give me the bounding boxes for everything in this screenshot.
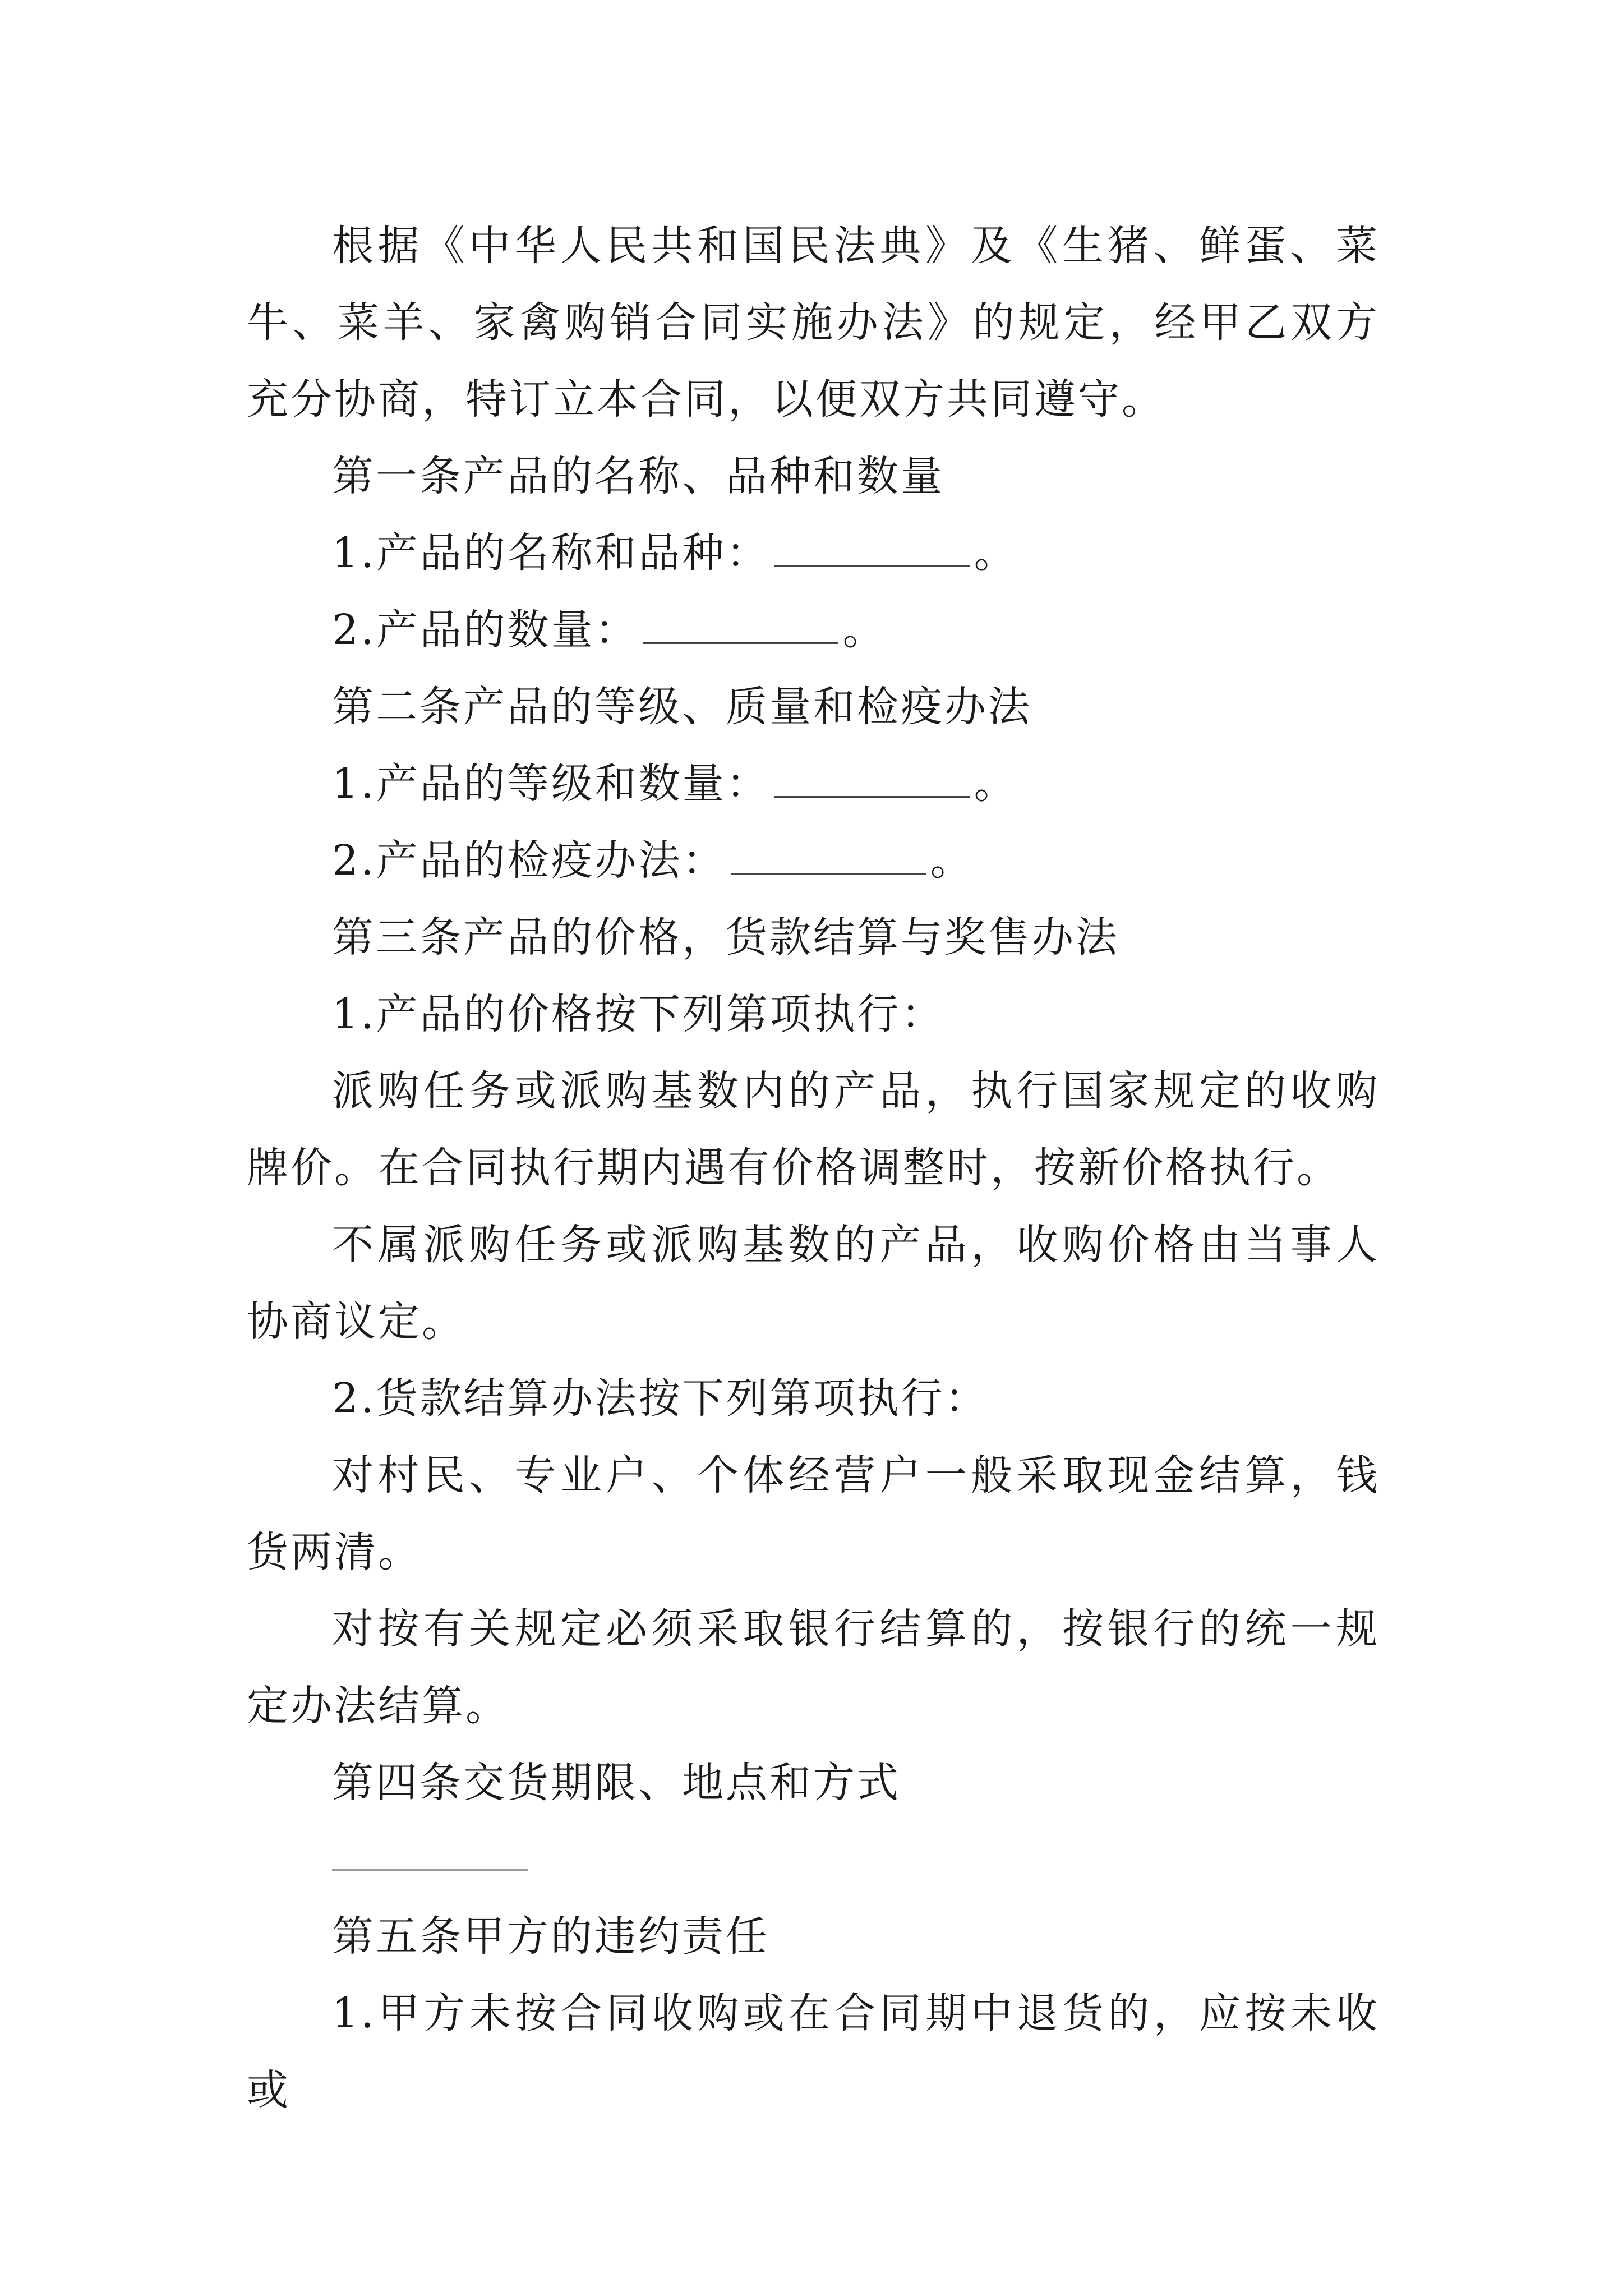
article-3-item-2-a: 对村民、专业户、个体经营户一般采取现金结算，钱货两清。 [247, 1451, 1380, 1576]
intro-paragraph: 根据《中华人民共和国民法典》及《生猪、鲜蛋、菜牛、菜羊、家禽购销合同实施办法》的规定，经甲乙双方充分协商，特订立本合同，以便双方共同遵守。 [247, 222, 1380, 424]
blank-line [774, 762, 970, 798]
article-1-item-1 [247, 515, 1380, 592]
article-3-item-1-a: 派购任务或派购基数内的产品，执行国家规定的收购牌价。在合同执行期内遇有价格调整时，按新价格执行。 [247, 1067, 1380, 1192]
separator-row [247, 1821, 1380, 1898]
article-1-item-2-label: 2.产品的数量： [332, 606, 639, 654]
article-4-title: 第四条交货期限、地点和方式 [332, 1759, 901, 1807]
article-1-item-1-label: 1.产品的名称和品种： [332, 529, 770, 577]
article-3-item-2: 2.货款结算办法按下列第项执行： [332, 1374, 989, 1423]
separator-line [332, 1869, 528, 1871]
article-1-item-2 [247, 592, 1380, 669]
article-5-item-1: 1.甲方未按合同收购或在合同期中退货的，应按未收或 [247, 1989, 1380, 2114]
contract-body [247, 208, 1380, 2129]
period: 。 [974, 760, 1018, 808]
article-3-item-1: 1.产品的价格按下列第项执行： [332, 990, 945, 1038]
article-2-item-1-label: 1.产品的等级和数量： [332, 760, 770, 808]
blank-line [731, 839, 926, 875]
article-3-item-1-b: 不属派购任务或派购基数的产品，收购价格由当事人协商议定。 [247, 1221, 1380, 1346]
period: 。 [842, 606, 887, 654]
article-2-title: 第二条产品的等级、质量和检疫办法 [332, 683, 1032, 731]
article-3-item-2-b: 对按有关规定必须采取银行结算的，按银行的统一规定办法结算。 [247, 1605, 1380, 1730]
article-2-item-2-label: 2.产品的检疫办法： [332, 836, 726, 885]
period: 。 [930, 836, 974, 885]
article-2-item-1 [247, 746, 1380, 822]
article-1-title: 第一条产品的名称、品种和数量 [332, 452, 944, 500]
period: 。 [974, 529, 1018, 577]
article-2-item-2 [247, 822, 1380, 899]
article-3-title: 第三条产品的价格，货款结算与奖售办法 [332, 913, 1119, 961]
article-5-title: 第五条甲方的违约责任 [332, 1912, 769, 1961]
blank-line [643, 609, 838, 644]
blank-line [774, 532, 970, 567]
